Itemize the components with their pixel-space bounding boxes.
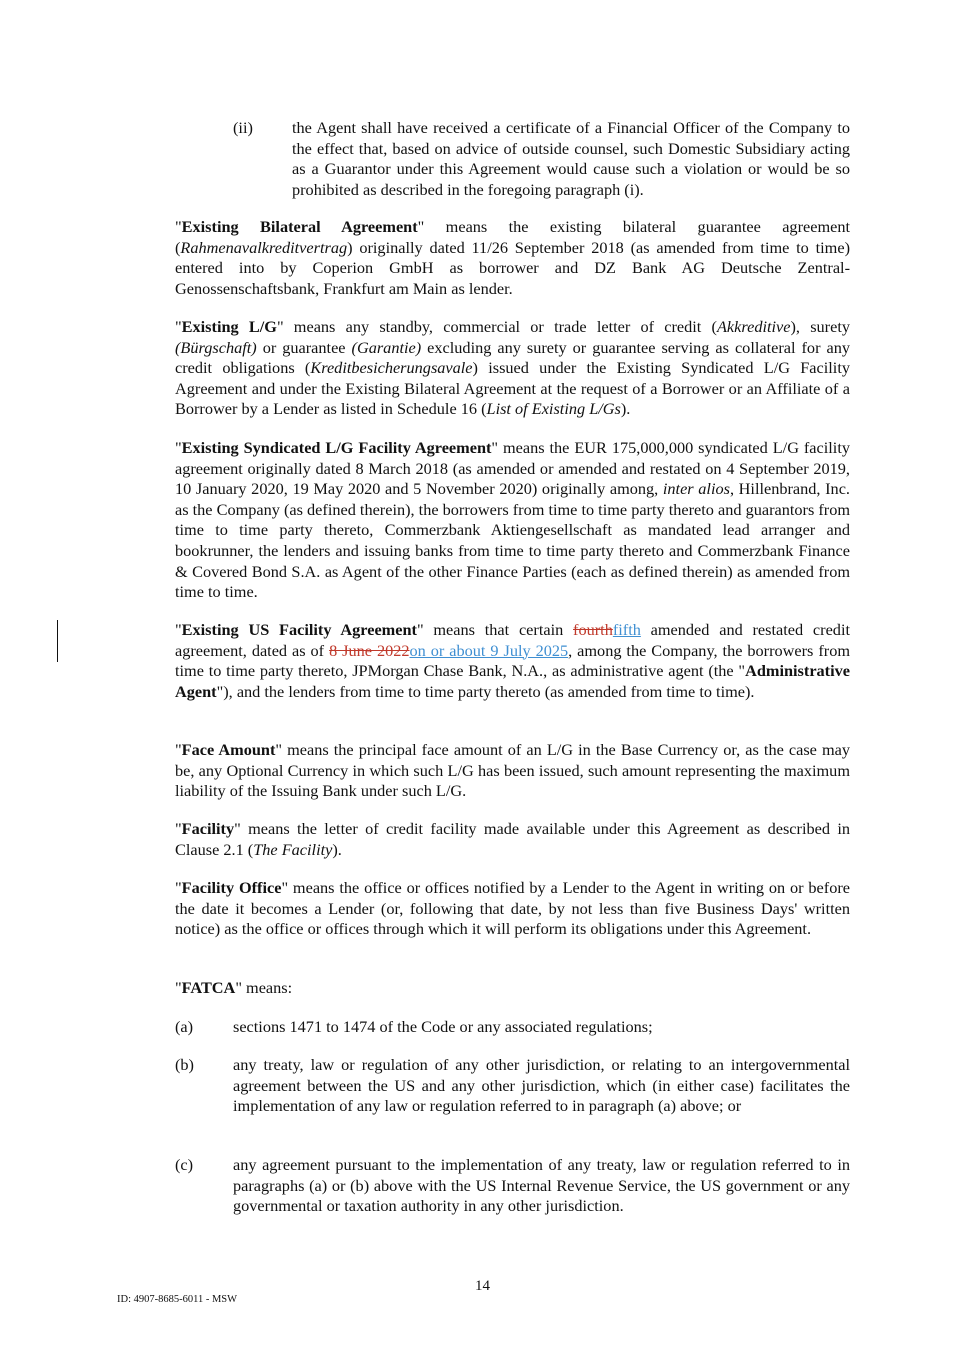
item-number: (b) bbox=[175, 1055, 194, 1074]
definition-text: ). bbox=[332, 839, 342, 859]
definition-text: , among the Company, the borrowers from time to time party thereto, JPMorgan Chase Bank, N.A., as administrative agent (the " bbox=[175, 640, 850, 681]
definition-text: " means: bbox=[235, 978, 293, 997]
item-text: sections 1471 to 1474 of the Code or any associated regulations; bbox=[233, 1017, 653, 1036]
definition-facility bbox=[175, 819, 850, 860]
italic-term: List of Existing L/Gs bbox=[486, 399, 621, 419]
deleted-text: fourth bbox=[573, 620, 613, 639]
defined-term: Existing Bilateral Agreement bbox=[181, 217, 418, 236]
defined-term: Facility bbox=[181, 819, 235, 838]
definition-text: ) issued under the Existing Syndicated L/G Facility Agreement and under the Existing Bilateral Agreement at the request of a Borrower or an Affiliate of a Borrower by a Lender as listed in Schedule 16 ( bbox=[175, 358, 850, 419]
definition-text: " means any standby, commercial or trade letter of credit ( bbox=[276, 317, 717, 336]
inserted-text: on or about 9 July 2025 bbox=[409, 640, 569, 660]
definition-text: ) originally dated 11/26 September 2018 (as amended from time to time) entered into by Coperion GmbH as borrower and DZ Bank AG Deutsche Zentral-Genossenschaftsbank, Frankfurt am Main as lender. bbox=[175, 237, 850, 298]
item-number: (c) bbox=[175, 1155, 194, 1174]
definition-text: excluding any surety or guarantee serving as collateral for any credit obligations ( bbox=[175, 337, 850, 378]
item-text: any agreement pursuant to the implementation of any treaty, law or regulation referred to in paragraphs (a) or (b) above with the US Internal Revenue Service, the US government or any governmental or taxation authority in any other jurisdiction. bbox=[233, 1155, 850, 1216]
definition-text: " means that certain bbox=[416, 620, 574, 639]
definition-text: amended and restated credit agreement, dated as of bbox=[175, 620, 850, 660]
defined-term: Existing L/G bbox=[181, 317, 277, 336]
italic-term: inter alios bbox=[662, 479, 730, 499]
quote: " bbox=[175, 438, 182, 457]
definition-text: ), surety bbox=[790, 317, 850, 336]
italic-term: Akkreditive bbox=[716, 317, 791, 336]
italic-term: Rahmenavalkreditvertrag bbox=[180, 237, 348, 257]
definition-text: " means the existing bilateral guarantee agreement ( bbox=[175, 217, 850, 257]
page-number: 14 bbox=[475, 1278, 490, 1294]
inserted-text: fifth bbox=[612, 620, 641, 639]
definition-text: " means the principal face amount of an L/G in the Base Currency or, as the case may be, any Optional Currency in which such L/G has been issued, such amount representing the maximum liability of the Issuing Bank under such L/G. bbox=[175, 740, 851, 801]
definition-text: " means the office or offices notified by a Lender to the Agent in writing on or before the date it becomes a Lender (or, following that date, by not less than five Business Days' written notice) as the office or offices through which it will perform its obligations under this Agreement. bbox=[175, 878, 850, 939]
italic-term: (Garantie) bbox=[351, 337, 422, 357]
definition-existing-lg bbox=[175, 317, 850, 420]
definition-text: , Hillenbrand, Inc. as the Company (as defined therein), the borrowers from time to time party thereto and guarantors from time to time party thereto, Commerzbank Aktiengesellschaft as mandated lead arranger and bookrunner, the lenders and issuing banks from time to time party thereto and Commerzbank Finance & Covered Bond S.A. as Agent of the other Finance Parties (each as defined therein) as amended from time to time. bbox=[175, 479, 851, 602]
quote: " bbox=[175, 740, 182, 759]
quote: " bbox=[175, 978, 182, 997]
quote: " bbox=[175, 620, 182, 639]
definition-text: or guarantee bbox=[256, 337, 352, 357]
definition-existing-us-facility-agreement bbox=[175, 620, 850, 702]
definition-text: ). bbox=[620, 399, 631, 419]
italic-term: The Facility bbox=[253, 839, 333, 859]
defined-term: Existing US Facility Agreement bbox=[181, 620, 417, 639]
quote: " bbox=[175, 317, 182, 336]
item-number: (a) bbox=[175, 1017, 194, 1036]
definition-existing-bilateral-agreement bbox=[175, 217, 850, 299]
clause-text: the Agent shall have received a certificate of a Financial Officer of the Company to the effect that, based on advice of outside counsel, such Domestic Subsidiary acting as a Guarantor under this Agreement would cause such a violation or would be so prohibited as described in the foregoing paragraph (i). bbox=[292, 118, 850, 199]
quote: " bbox=[175, 878, 182, 897]
definition-text: "), and the lenders from time to time party thereto (as amended from time to time). bbox=[216, 681, 755, 701]
defined-term: Existing Syndicated L/G Facility Agreement bbox=[181, 438, 492, 457]
item-text: any treaty, law or regulation of any other jurisdiction, or relating to an intergovernmental agreement between the US and any other jurisdiction, which (in either case) facilitates the implementation of any law or regulation referred to in paragraph (a) above; or bbox=[233, 1055, 850, 1116]
definition-text: " means the EUR 175,000,000 syndicated L/G facility agreement originally dated 8 March 2018 (as amended or amended and restated on 4 September 2019, 10 January 2020, 19 May 2020 and 5 November 2020) originally among, bbox=[175, 438, 850, 499]
definition-text: " means the letter of credit facility made available under this Agreement as described in Clause 2.1 ( bbox=[175, 819, 850, 859]
definition-facility-office bbox=[175, 878, 850, 940]
quote: " bbox=[175, 819, 182, 838]
definition-fatca bbox=[175, 978, 850, 999]
definition-existing-syndicated-lg-facility-agreement bbox=[175, 438, 850, 603]
deleted-text: 8 June 2022 bbox=[329, 640, 410, 660]
defined-term: Face Amount bbox=[181, 740, 276, 759]
clause-number: (ii) bbox=[233, 118, 253, 137]
revision-change-bar bbox=[57, 620, 58, 662]
definition-face-amount bbox=[175, 740, 850, 802]
italic-term: Kreditbesicherungsavale bbox=[310, 358, 473, 378]
quote: " bbox=[175, 217, 182, 236]
defined-term: Administrative Agent bbox=[175, 661, 850, 701]
italic-term: (Bürgschaft) bbox=[175, 337, 257, 357]
defined-term: FATCA bbox=[181, 978, 236, 997]
document-id: ID: 4907-8685-6011 - MSW bbox=[117, 1294, 238, 1305]
defined-term: Facility Office bbox=[181, 878, 282, 897]
